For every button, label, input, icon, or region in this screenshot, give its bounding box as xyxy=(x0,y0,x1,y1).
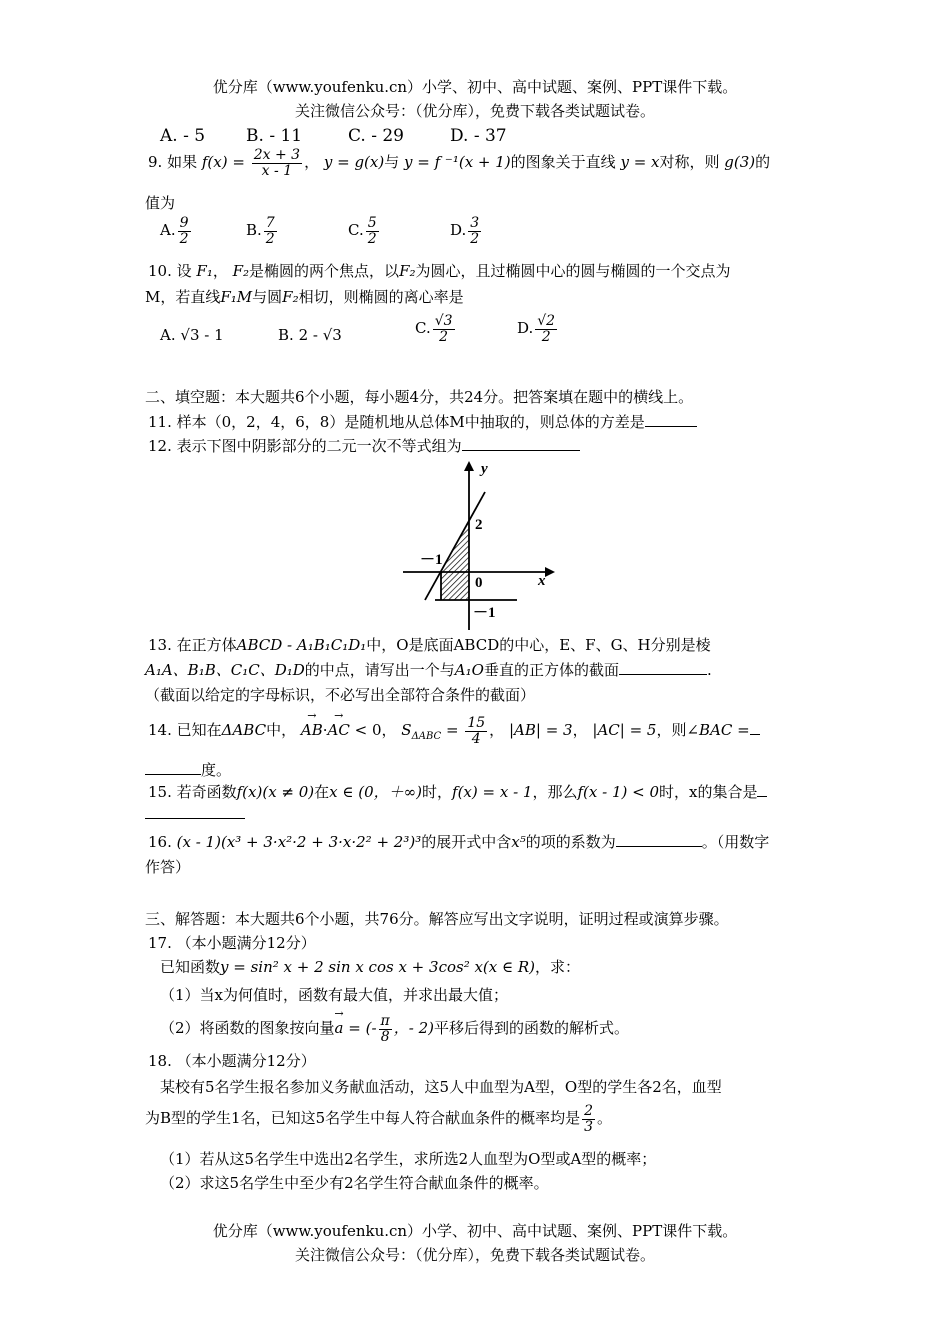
q10-stem-line2: M，若直线F₁M与圆F₂相切，则椭圆的离心率是 xyxy=(145,288,464,306)
section3-title: 三、解答题：本大题共6个小题，共76分。解答应写出文字说明，证明过程或演算步骤。 xyxy=(145,910,729,928)
q17-stem: 已知函数y = sin² x + 2 sin x cos x + 3cos² x(x ∈ R)，求： xyxy=(160,958,581,976)
q17-part1: （1）当x为何值时，函数有最大值，并求出最大值； xyxy=(160,986,509,1004)
q14-line2: 度。 xyxy=(145,760,231,780)
q17-title: 17. （本小题满分12分） xyxy=(148,934,316,952)
q9-fraction: $\frac{2x + 3}{x - 1}$ xyxy=(253,147,301,179)
q9-option-b: B. $\frac{7}{2}$ xyxy=(246,215,275,247)
q16-line2: 作答） xyxy=(145,858,191,876)
q17-part2: （2）将函数的图象按向量→ a = (- $\frac{\pi}{8}$ ，- 2)平移后得到的函数的解析式。 xyxy=(160,1014,629,1044)
q15-line1: 15. 若奇函数f(x)(x ≠ 0)在x ∈ (0，＋∞)时，f(x) = x - 1，那么f(x - 1) < 0时，x的集合是 xyxy=(148,782,767,802)
label-x-neg1: －1 xyxy=(420,552,443,568)
shaded-region xyxy=(441,522,469,600)
q18-stem-line2: 为B型的学生1名，已知这5名学生中每人符合献血条件的概率均是 $\frac{2}{3}$ 。 xyxy=(145,1103,613,1135)
label-y-neg1: －1 xyxy=(473,605,496,621)
header-line-2: 关注微信公众号：（优分库），免费下载各类试题试卷。 xyxy=(294,102,655,120)
label-y-2: 2 xyxy=(475,517,483,533)
label-origin: 0 xyxy=(475,575,483,591)
q10-option-d: D. $\frac{√2}{2}$ xyxy=(517,313,556,345)
q18-stem-line1: 某校有5名学生报名参加义务献血活动，这5人中血型为A型，O型的学生各2名，血型 xyxy=(160,1078,722,1096)
q8-option-c: C. - 29 xyxy=(348,126,404,146)
q18-part1: （1）若从这5名学生中选出2名学生，求所选2人血型为O型或A型的概率； xyxy=(160,1150,657,1168)
q11: 11. 样本（0，2，4，6，8）是随机地从总体M中抽取的，则总体的方差是 xyxy=(148,412,697,432)
q8-option-a: A. - 5 xyxy=(160,126,206,146)
x-axis-arrow xyxy=(545,567,555,577)
q16-line1: 16. (x - 1)(x³ + 3·x²·2 + 3·x·2² + 2³)³的展开式中含x⁵的项的系数为 。（用数字 xyxy=(148,833,770,851)
q8-option-d: D. - 37 xyxy=(450,126,507,146)
q13-line2: A₁A、B₁B、C₁C、D₁D的中点，请写出一个与A₁O垂直的正方体的截面 . xyxy=(145,661,712,679)
q9-option-d: D. $\frac{3}{2}$ xyxy=(450,215,480,247)
q9-option-a: A. $\frac{9}{2}$ xyxy=(160,215,189,247)
q10-stem-line1: 10. 设 F₁， F₂是椭圆的两个焦点，以F₂为圆心，且过椭圆中心的圆与椭圆的一个交点为 xyxy=(148,262,731,280)
q15-line2 xyxy=(145,804,245,824)
q18-title: 18. （本小题满分12分） xyxy=(148,1052,316,1070)
y-axis-label: y xyxy=(481,461,488,477)
x-axis-label: x xyxy=(538,573,546,589)
footer-line-2: 关注微信公众号：（优分库），免费下载各类试题试卷。 xyxy=(294,1246,655,1264)
q9-option-c: C. $\frac{5}{2}$ xyxy=(348,215,377,247)
q10-option-a: A. √3 - 1 xyxy=(160,326,224,344)
section2-title: 二、填空题：本大题共6个小题，每小题4分，共24分。把答案填在题中的横线上。 xyxy=(145,388,694,406)
q9-stem: 9. 如果 f(x) = $\frac{2x + 3}{x - 1}$ ， y = g(x)与 y = f ⁻¹(x + 1)的图象关于直线 y = x对称，则 g(3)的 xyxy=(148,147,771,179)
q13-line3: （截面以给定的字母标识，不必写出全部符合条件的截面） xyxy=(145,686,536,704)
header-line-1: 优分库（www.youfenku.cn）小学、初中、高中试题、案例、PPT课件下载。 xyxy=(212,78,738,96)
q9-stem-line2: 值为 xyxy=(145,194,176,212)
q10-option-c: C. $\frac{√3}{2}$ xyxy=(415,313,453,345)
q12: 12. 表示下图中阴影部分的二元一次不等式组为 xyxy=(148,436,580,456)
q8-option-b: B. - 11 xyxy=(246,126,303,146)
q10-option-b: B. 2 - √3 xyxy=(278,326,342,344)
q13-line1: 13. 在正方体ABCD - A₁B₁C₁D₁中，O是底面ABCD的中心，E、F、G、H分别是棱 xyxy=(148,636,711,654)
q18-part2: （2）求这5名学生中至少有2名学生符合献血条件的概率。 xyxy=(160,1174,549,1192)
y-axis-arrow xyxy=(464,461,474,471)
footer-line-1: 优分库（www.youfenku.cn）小学、初中、高中试题、案例、PPT课件下载。 xyxy=(212,1222,738,1240)
q14-line1: 14. 已知在ΔABC中， → AB·→ AC < 0， $S_{\Delta ABC}$ = $\frac{15}{4}$ ， |AB| = 3， |AC| = 5，则∠BAC = xyxy=(148,716,760,746)
q12-figure xyxy=(395,455,565,635)
